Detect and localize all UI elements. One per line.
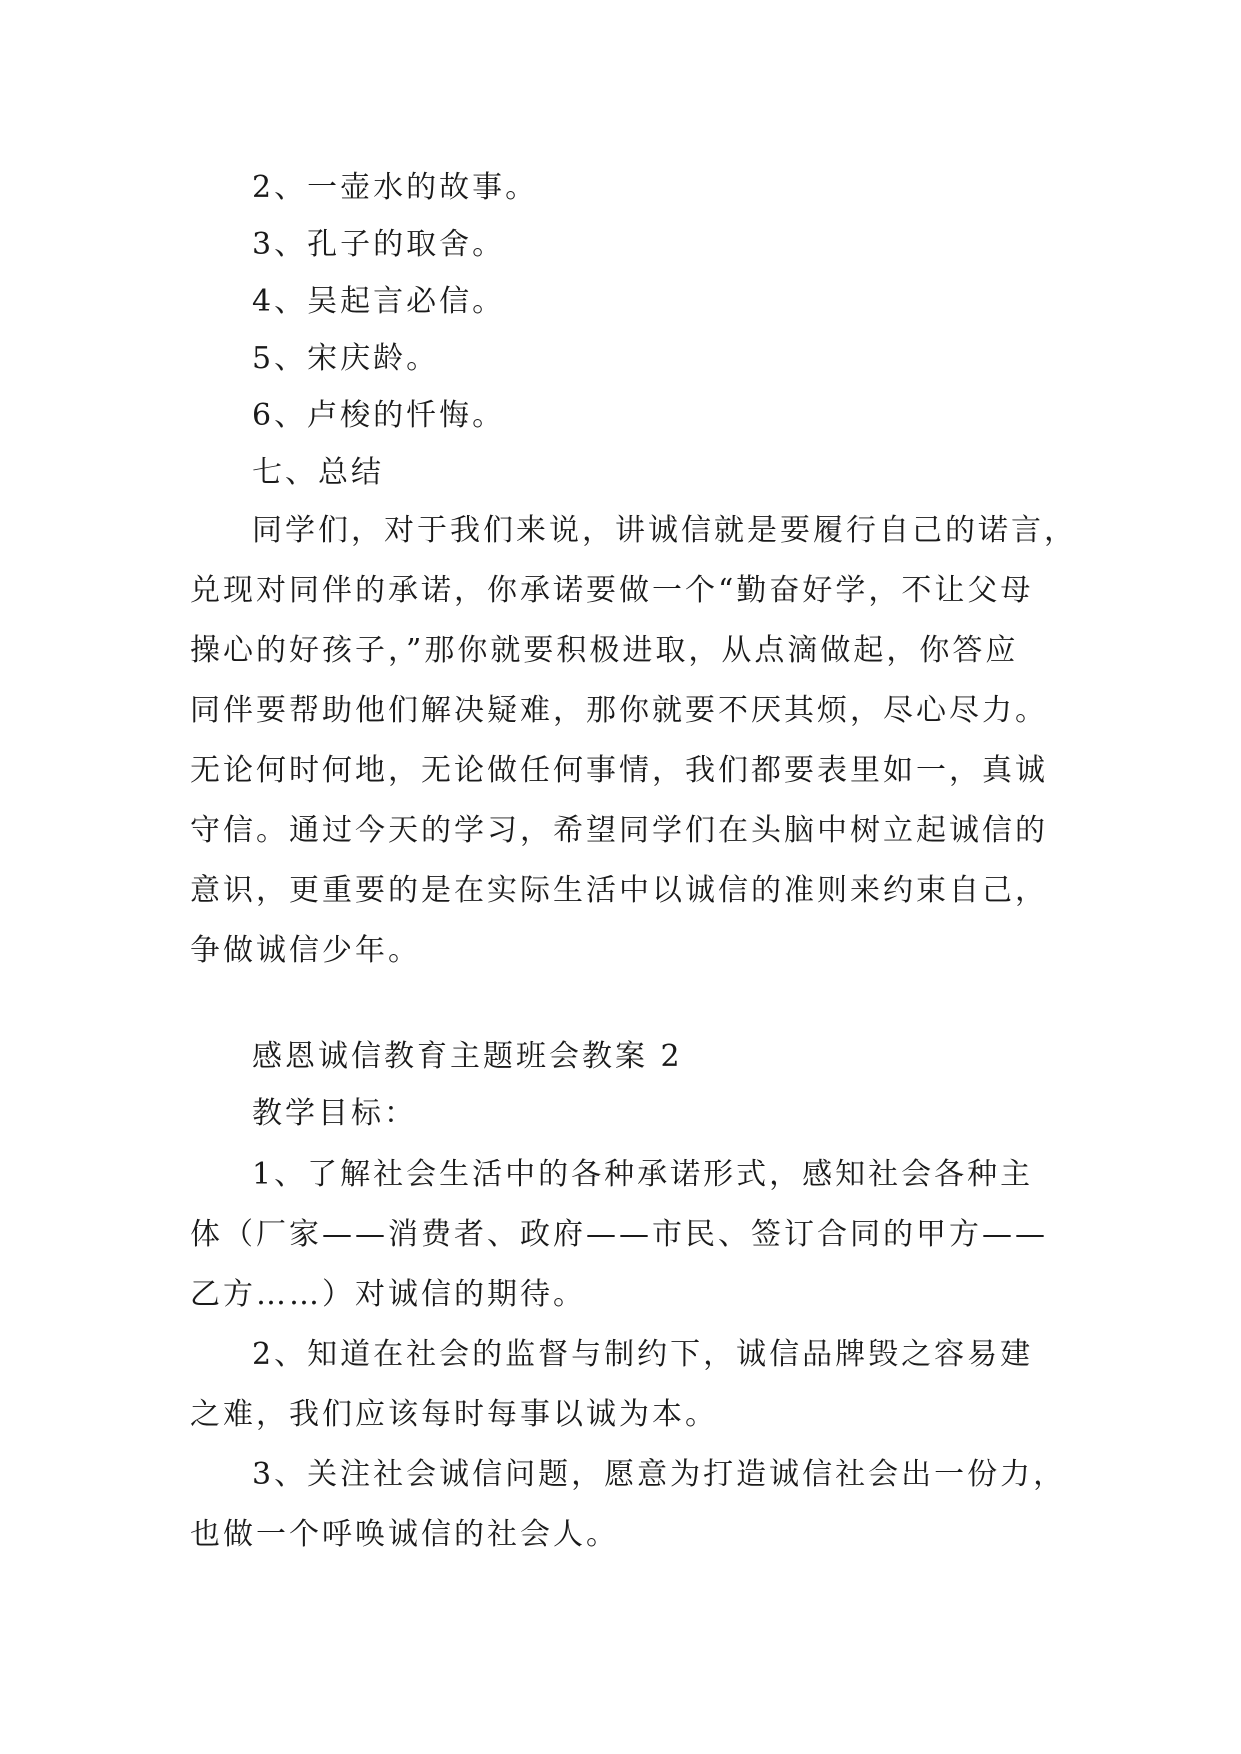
objective-line: 3、关注社会诚信问题，愿意为打造诚信社会出一份力， [252,1457,1067,1492]
summary-line: 守信。通过今天的学习，希望同学们在头脑中树立起诚信的 [190,813,1048,848]
objective-line: 体（厂家——消费者、政府——市民、签订合同的甲方—— [190,1217,1048,1252]
summary-line: 无论何时何地，无论做任何事情，我们都要表里如一，真诚 [190,753,1048,788]
objective-line: 1、了解社会生活中的各种承诺形式，感知社会各种主 [252,1157,1034,1192]
objective-line: 也做一个呼唤诚信的社会人。 [190,1517,619,1552]
summary-line: 同伴要帮助他们解决疑难，那你就要不厌其烦，尽心尽力。 [190,693,1048,728]
summary-line: 操心的好孩子，”那你就要积极进取，从点滴做起，你答应 [190,633,1019,668]
plan-title: 感恩诚信教育主题班会教案 2 [252,1039,683,1074]
summary-line: 同学们，对于我们来说，讲诚信就是要履行自己的诺言， [252,513,1077,548]
list-item: 6、卢梭的忏悔。 [252,398,506,433]
objectives-heading: 教学目标： [252,1096,417,1131]
list-item: 2、一壶水的故事。 [252,170,539,205]
list-item: 5、宋庆龄。 [252,341,440,376]
section-heading: 七、总结 [252,455,384,490]
list-item: 4、吴起言必信。 [252,284,506,319]
summary-line: 意识，更重要的是在实际生活中以诚信的准则来约束自己， [190,873,1048,908]
summary-line: 兑现对同伴的承诺，你承诺要做一个“勤奋好学，不让父母 [190,573,1034,608]
list-item: 3、孔子的取舍。 [252,227,506,262]
summary-line: 争做诚信少年。 [190,933,421,968]
objective-line: 2、知道在社会的监督与制约下，诚信品牌毁之容易建 [252,1337,1034,1372]
objective-line: 之难，我们应该每时每事以诚为本。 [190,1397,718,1432]
objective-line: 乙方……）对诚信的期待。 [190,1277,586,1312]
